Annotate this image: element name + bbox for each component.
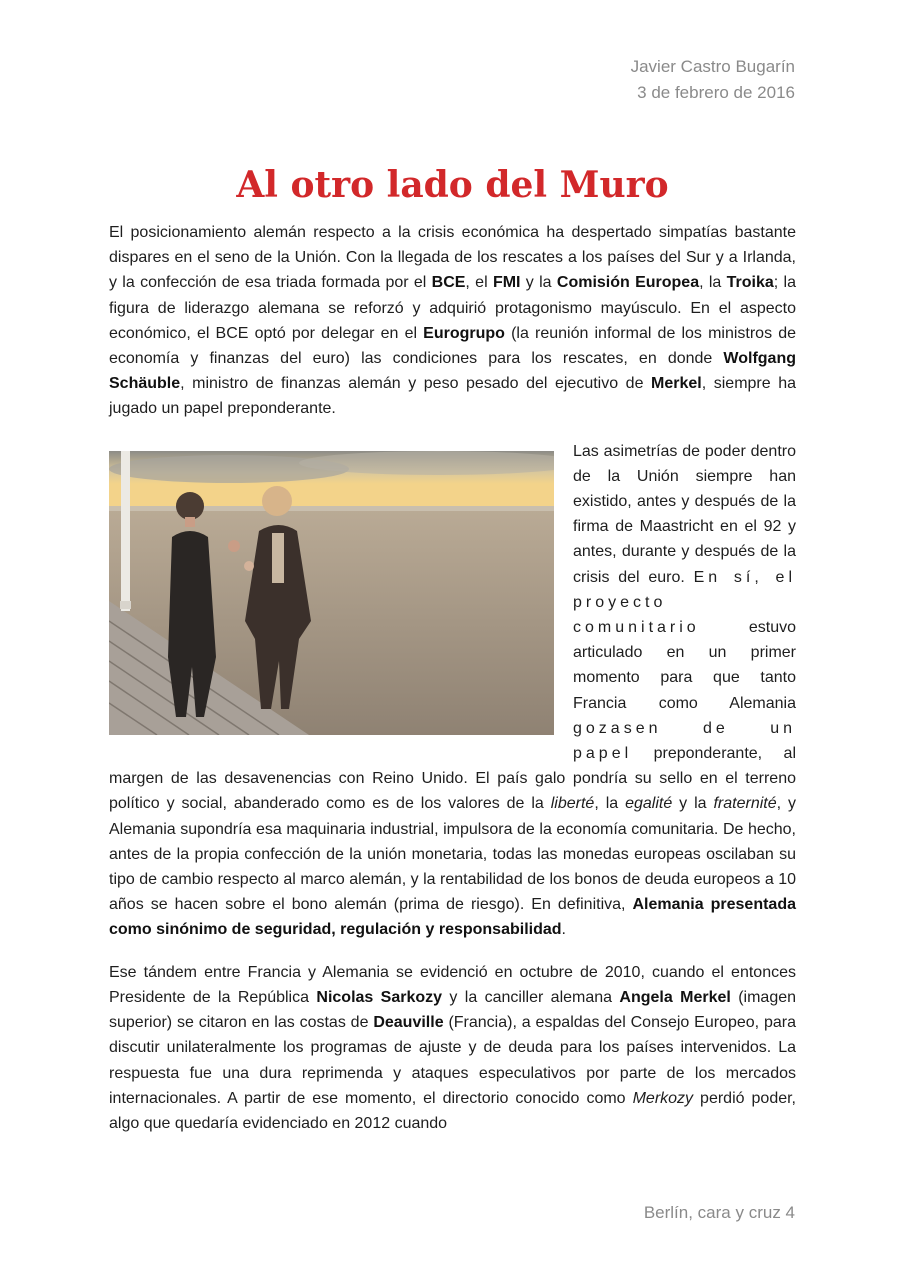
bold-statement: Alemania presentada como sinónimo de seguridad, regulación y responsabilidad — [109, 896, 796, 939]
bold-term: FMI — [492, 274, 521, 292]
page-footer: Berlín, cara y cruz 4 — [643, 1203, 795, 1222]
beach-photo — [109, 451, 554, 735]
bold-term: Comisión Europea — [556, 274, 700, 292]
italic-term: fraternité — [713, 795, 777, 813]
paragraph-3: Ese tándem entre Francia y Alemania se evidenció en octubre de 2010, cuando el entonces Presidente de la República Nicolas Sarkozy y la canciller alemana Angela Merkel (imagen superior) se citaron en las costas de Deauville (Francia), a espaldas del Consejo Europeo, para discutir unilateralmente los programas de ajuste y de deuda para los países intervenidos. La respuesta fue una dura reprimenda y ataques especulativos por parte de los mercados internacionales. A partir de ese momento, el directorio conocido como Merkozy perdió poder, algo que quedaría evidenciado en 2012 cuando — [109, 963, 797, 1132]
author-name: Javier Castro Bugarín — [630, 57, 795, 76]
paragraph-1: El posicionamiento alemán respecto a la crisis económica ha despertado simpatías bastante dispares en el seno de la Unión. Con la llegada de los rescates a los países del Sur y a Irlanda, y la confección de esa triada formada por el BCE, el FMI y la Comisión Europea, la Troika; la figura de liderazgo alemana se reforzó y adquirió protagonismo mayúsculo. En el aspecto económico, el BCE optó por delegar en el Eurogrupo (la reunión informal de los ministros de economía y finanzas del euro) las condiciones para los rescates, en donde Wolfgang Schäuble, ministro de finanzas alemán y peso pesado del ejecutivo de Merkel, siempre ha jugado un papel preponderante. — [109, 224, 797, 418]
italic-term: liberté — [550, 795, 595, 813]
bold-term: Wolfgang Schäuble — [109, 350, 796, 393]
article-body — [109, 220, 796, 1153]
page-header — [631, 54, 795, 106]
bold-term: Troika — [726, 274, 774, 292]
italic-term: egalité — [625, 795, 673, 813]
article-title: Al otro lado del Muro — [236, 164, 669, 206]
bold-term: Eurogrupo — [423, 324, 505, 342]
publication-date: 3 de febrero de 2016 — [637, 83, 795, 102]
bold-term: Merkel — [651, 375, 702, 393]
bold-term: BCE — [431, 274, 466, 292]
bold-term: Angela Merkel — [619, 988, 731, 1006]
paragraph-2: Las asimetrías de poder dentro de la Unión siempre han existido, antes y después de la firma de Maastricht en el 92 y antes, durante y después de la crisis del euro. En sí, el proyecto comunitario estuvo articulado en un primer momento para que tanto Francia como Alemania gozasen de un papel preponderante, al margen de las desavenencias con Reino Unido. El país galo pondría su sello en el terreno político y social, abanderado como es de los valores de la liberté, la egalité y la fraternité, y Alemania supondría esa maquinaria industrial, impulsora de la economía comunitaria. De hecho, antes de la propia confección de la unión monetaria, todas las monedas europeas oscilaban su tipo de cambio respecto al marco alemán, y la rentabilidad de los bonos de deuda europeos a 10 años se hacen sobre el bono alemán (prima de riesgo). En definitiva, Alemania presentada como sinónimo de seguridad, regulación y responsabilidad. — [109, 442, 797, 939]
beach-photo-icon — [109, 451, 554, 735]
bold-term: Nicolas Sarkozy — [316, 988, 443, 1006]
bold-term: Deauville — [373, 1014, 444, 1032]
italic-term: Merkozy — [632, 1089, 694, 1107]
